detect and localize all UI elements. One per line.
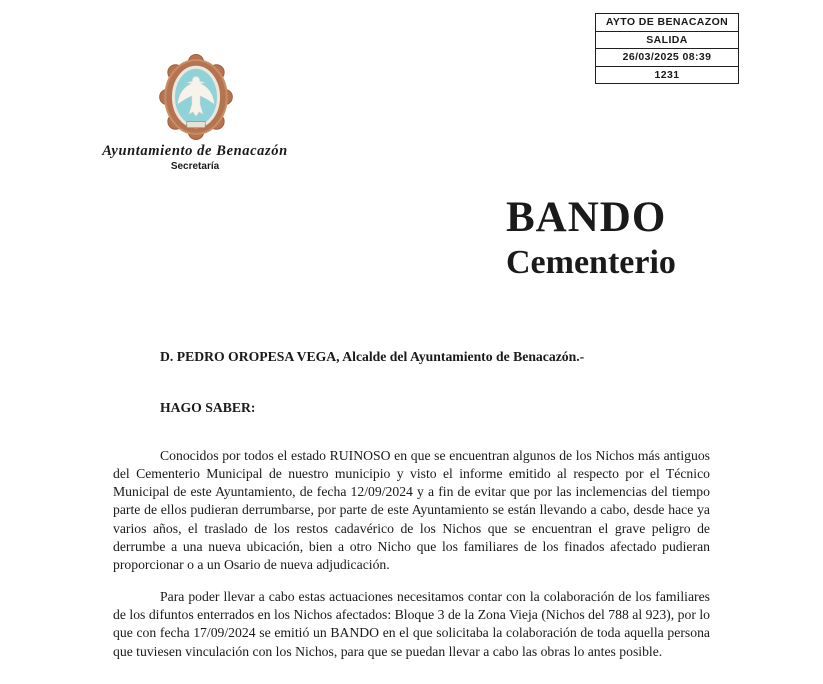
body-paragraph: Conocidos por todos el estado RUINOSO en que se encuentran algunos de los Nichos más antiguos del Cementerio Municipal de nuestro municipio y visto el informe emitido al respecto por el Técnico Municipal de este Ayuntamiento, de fecha 12/09/2024 y a fin de evitar que por las inclemencias del tiempo parte de ellos pudieran derrumbarse, por parte de este Ayuntamiento se están llevando a cabo, desde hace ya varios años, el traslado de los restos cadavérico de los Nichos que se encuentran el grave peligro de derrumbe a una nueva ubicación, bien a otro Nicho que los familiares de los finados afectado pudieran proporcionar o a un Osario de nueva adjudicación. [113,447,710,573]
stamp-entity: AYTO DE BENACAZON [605,16,729,28]
registry-stamp-box [595,13,739,84]
stamp-datetime: 26/03/2025 08:39 [596,48,738,66]
stamp-number: 1231 [596,66,738,84]
organization-name: Ayuntamiento de Benacazón [102,143,288,159]
salutation-line: D. PEDRO OROPESA VEGA, Alcalde del Ayuntamiento de Benacazón.- [160,349,585,364]
municipal-seal-icon [158,53,234,141]
document-subtitle: Cementerio [506,244,676,281]
document-title-block [506,193,676,283]
document-title: BANDO [506,194,667,241]
header-org-block [96,143,294,172]
stamp-type: SALIDA [596,31,738,49]
announcement-line: HAGO SABER: [160,400,256,416]
department-name: Secretaría [170,161,220,172]
document-body [113,348,710,661]
body-paragraph: Para poder llevar a cabo estas actuaciones necesitamos contar con la colaboración de los familiares de los difuntos enterrados en los Nichos afectados: Bloque 3 de la Zona Vieja (Nichos del 788 al 923), por lo que con fecha 17/09/2024 se emitió un BANDO en el que solicitaba la colaboración de toda aquella persona que tuviesen vinculación con los Nichos, para que se puedan llevar a cabo las obras lo antes posible. [113,588,710,659]
